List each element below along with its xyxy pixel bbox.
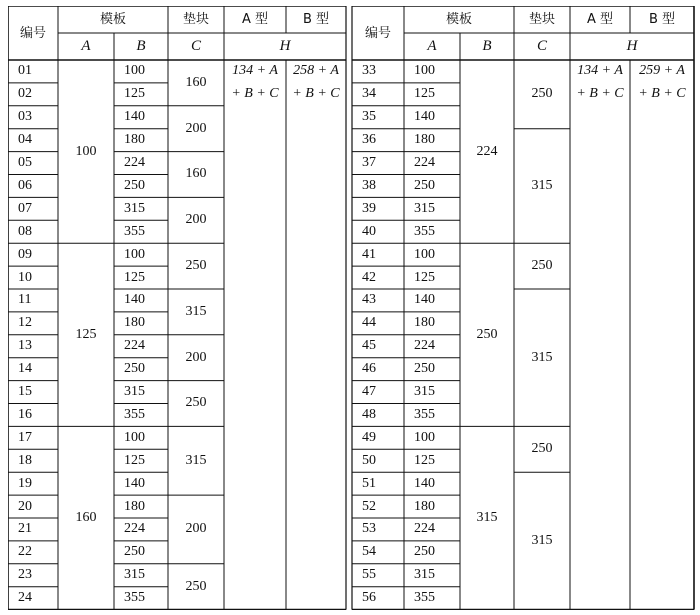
h-type-b-formula: [630, 60, 694, 106]
row-id: 56: [362, 590, 376, 606]
type-a-header: A 型: [586, 12, 614, 27]
h-type-a-formula-line: + B + C: [576, 86, 624, 102]
type-a-header: A 型: [241, 12, 269, 27]
id-header: 编号: [364, 25, 391, 41]
b-value-cell: 250: [124, 361, 145, 377]
col-h-header: H: [626, 38, 638, 54]
h-type-b-formula-line: 259 + A: [639, 63, 685, 79]
a-value-cell: 315: [414, 567, 435, 583]
col-h-header: H: [279, 38, 291, 54]
a-value-cell: 315: [414, 384, 435, 400]
row-id: 42: [362, 269, 376, 285]
b-value-cell: 100: [124, 429, 145, 445]
c-group-cell: 250: [531, 86, 553, 102]
h-type-b-formula-line: + B + C: [292, 86, 340, 102]
h-type-a-formula-line: 134 + A: [577, 63, 623, 79]
a-value-cell: 140: [414, 475, 435, 491]
col-b-header: B: [482, 38, 492, 54]
row-id: 17: [18, 429, 32, 445]
b-value-cell: 224: [124, 521, 145, 537]
template-dimension-table: [8, 6, 696, 610]
row-id: 21: [18, 521, 32, 537]
a-value-cell: 125: [414, 86, 435, 102]
a-value-cell: 250: [414, 544, 435, 560]
row-id: 04: [18, 132, 32, 148]
row-id: 03: [18, 109, 32, 125]
b-value-cell: 140: [124, 109, 145, 125]
row-id: 47: [362, 384, 376, 400]
b-value-cell: 180: [124, 315, 145, 331]
row-id: 24: [18, 590, 32, 606]
row-id: 18: [18, 452, 32, 468]
c-group-cell: 315: [185, 452, 207, 468]
row-id: 46: [362, 361, 376, 377]
a-value-cell: 355: [414, 590, 435, 606]
a-value-cell: 355: [414, 223, 435, 239]
row-id: 51: [362, 475, 376, 491]
row-id: 09: [18, 246, 32, 262]
a-value-cell: 125: [414, 269, 435, 285]
h-type-b-formula: [286, 60, 346, 106]
c-group-cell: 250: [531, 441, 553, 457]
c-group-cell: 250: [185, 395, 207, 411]
a-value-cell: 100: [414, 429, 435, 445]
b-value-cell: 315: [124, 384, 145, 400]
row-id: 06: [18, 177, 32, 193]
h-type-b-formula-line: + B + C: [638, 86, 686, 102]
row-id: 48: [362, 406, 376, 422]
row-id: 19: [18, 475, 32, 491]
c-group-cell: 315: [531, 177, 553, 193]
row-id: 53: [362, 521, 376, 537]
c-group-cell: 250: [531, 258, 553, 274]
row-id: 55: [362, 567, 376, 583]
b-value-cell: 315: [124, 200, 145, 216]
c-group-cell: 250: [185, 258, 207, 274]
b-group-cell: 224: [476, 143, 498, 159]
col-a-header: A: [427, 38, 437, 54]
row-id: 41: [362, 246, 376, 262]
a-value-cell: 125: [414, 452, 435, 468]
a-value-cell: 355: [414, 406, 435, 422]
a-value-cell: 100: [414, 63, 435, 79]
b-value-cell: 125: [124, 269, 145, 285]
c-group-cell: 200: [185, 521, 207, 537]
row-id: 01: [18, 63, 32, 79]
c-group-cell: 315: [185, 303, 207, 319]
h-type-a-formula: [224, 60, 286, 106]
type-b-header: B 型: [302, 12, 330, 27]
id-header: 编号: [19, 25, 46, 41]
col-c-header: C: [536, 38, 547, 54]
a-value-cell: 250: [414, 361, 435, 377]
c-group-cell: 160: [185, 166, 207, 182]
c-group-cell: 200: [185, 349, 207, 365]
row-id: 05: [18, 155, 32, 171]
b-value-cell: 100: [124, 246, 145, 262]
row-id: 39: [362, 200, 376, 216]
a-value-cell: 180: [414, 315, 435, 331]
a-value-cell: 315: [414, 200, 435, 216]
b-value-cell: 224: [124, 155, 145, 171]
b-value-cell: 180: [124, 132, 145, 148]
b-value-cell: 140: [124, 292, 145, 308]
b-value-cell: 315: [124, 567, 145, 583]
b-value-cell: 355: [124, 590, 145, 606]
row-id: 10: [18, 269, 32, 285]
pad-header: 垫块: [528, 12, 555, 27]
row-id: 34: [362, 86, 376, 102]
row-id: 40: [362, 223, 376, 239]
row-id: 11: [18, 292, 32, 308]
col-a-header: A: [81, 38, 91, 54]
template-header: 模板: [99, 12, 126, 27]
b-value-cell: 100: [124, 63, 145, 79]
col-b-header: B: [136, 38, 146, 54]
row-id: 43: [362, 292, 376, 308]
b-value-cell: 250: [124, 177, 145, 193]
b-value-cell: 355: [124, 406, 145, 422]
row-id: 20: [18, 498, 32, 514]
h-type-a-formula: [570, 60, 630, 106]
row-id: 38: [362, 177, 376, 193]
row-id: 16: [18, 406, 32, 422]
b-value-cell: 180: [124, 498, 145, 514]
b-value-cell: 250: [124, 544, 145, 560]
c-group-cell: 200: [185, 120, 207, 136]
a-group-cell: 160: [75, 509, 97, 525]
type-b-header: B 型: [648, 12, 676, 27]
b-group-cell: 315: [476, 509, 498, 525]
row-id: 50: [362, 452, 376, 468]
row-id: 02: [18, 86, 32, 102]
a-value-cell: 100: [414, 246, 435, 262]
h-type-b-formula-line: 258 + A: [293, 63, 339, 79]
row-id: 22: [18, 544, 32, 560]
row-id: 45: [362, 338, 376, 354]
b-group-cell: 250: [476, 326, 498, 342]
row-id: 15: [18, 384, 32, 400]
row-id: 23: [18, 567, 32, 583]
c-group-cell: 160: [185, 74, 207, 90]
a-value-cell: 224: [414, 521, 435, 537]
a-value-cell: 180: [414, 498, 435, 514]
row-id: 12: [18, 315, 32, 331]
a-group-cell: 125: [75, 326, 97, 342]
h-type-a-formula-line: + B + C: [231, 86, 279, 102]
row-id: 54: [362, 544, 376, 560]
col-c-header: C: [190, 38, 201, 54]
row-id: 33: [362, 63, 376, 79]
c-group-cell: 250: [185, 578, 207, 594]
row-id: 49: [362, 429, 376, 445]
h-type-a-formula-line: 134 + A: [232, 63, 278, 79]
row-id: 37: [362, 155, 376, 171]
row-id: 08: [18, 223, 32, 239]
pad-header: 垫块: [182, 12, 209, 27]
a-value-cell: 250: [414, 177, 435, 193]
row-id: 36: [362, 132, 376, 148]
template-header: 模板: [445, 12, 472, 27]
c-group-cell: 315: [531, 532, 553, 548]
b-value-cell: 140: [124, 475, 145, 491]
a-value-cell: 224: [414, 155, 435, 171]
row-id: 07: [18, 200, 32, 216]
row-id: 14: [18, 361, 32, 377]
a-group-cell: 100: [75, 143, 97, 159]
a-value-cell: 180: [414, 132, 435, 148]
row-id: 13: [18, 338, 32, 354]
b-value-cell: 125: [124, 86, 145, 102]
row-id: 52: [362, 498, 376, 514]
row-id: 35: [362, 109, 376, 125]
c-group-cell: 200: [185, 212, 207, 228]
row-id: 44: [362, 315, 376, 331]
b-value-cell: 355: [124, 223, 145, 239]
a-value-cell: 140: [414, 109, 435, 125]
a-value-cell: 224: [414, 338, 435, 354]
b-value-cell: 224: [124, 338, 145, 354]
a-value-cell: 140: [414, 292, 435, 308]
c-group-cell: 315: [531, 349, 553, 365]
b-value-cell: 125: [124, 452, 145, 468]
